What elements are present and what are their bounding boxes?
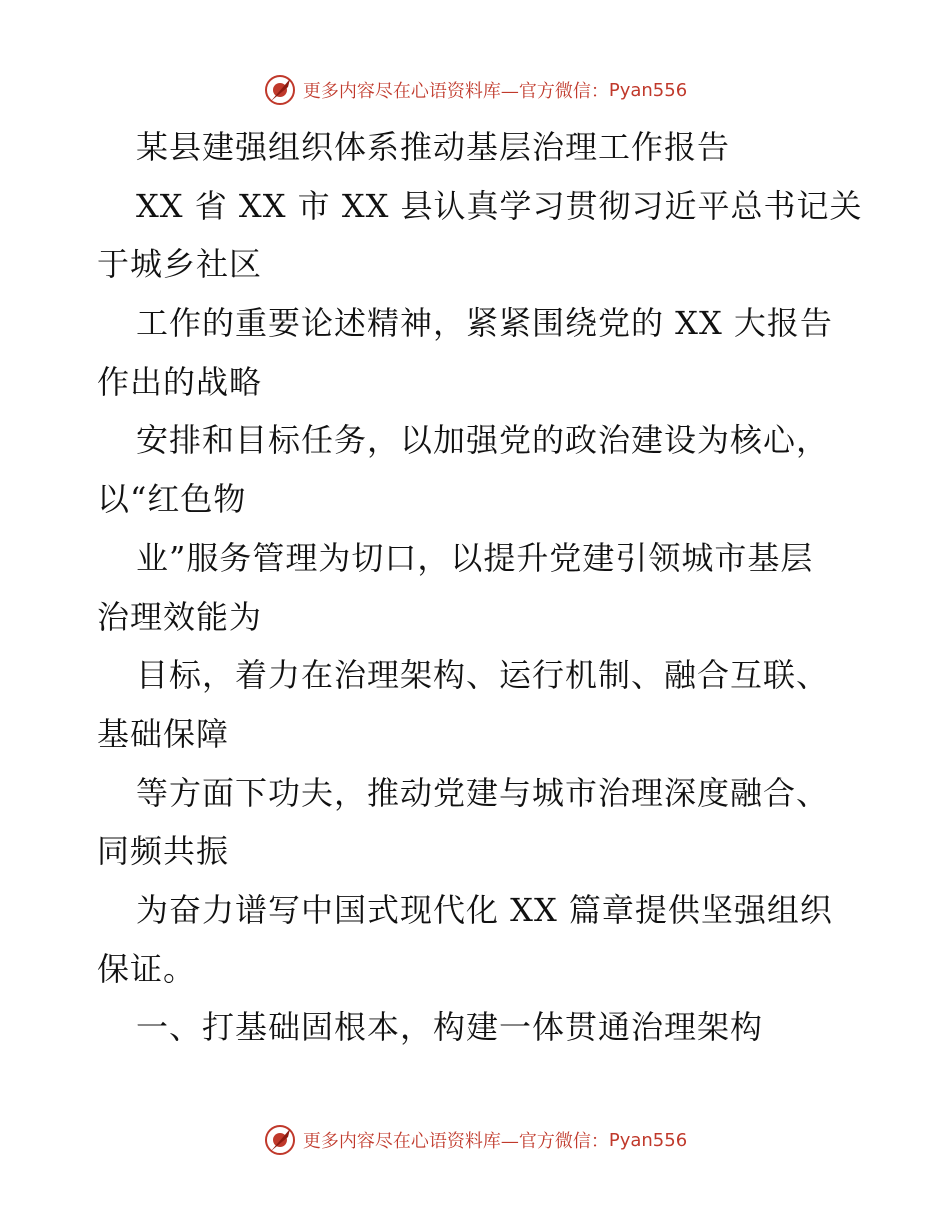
paragraph-line: 保证。 xyxy=(97,949,197,988)
paragraph-line: 为奋力谱写中国式现代化 XX 篇章提供坚强组织 xyxy=(136,890,833,929)
paragraph-line: 以“红色物 xyxy=(97,480,247,519)
document-body xyxy=(97,118,863,1057)
paragraph-line: 业”服务管理为切口，以提升党建引领城市基层 xyxy=(136,538,814,577)
watermark-wechat-id: Pyan556 xyxy=(608,1129,688,1151)
watermark-text: 更多内容尽在心语资料库—官方微信： xyxy=(302,1131,609,1152)
paragraph-line: XX 省 XX 市 XX 县认真学习贯彻习近平总书记关 xyxy=(136,186,863,225)
section-heading: 一、打基础固根本，构建一体贯通治理架构 xyxy=(136,1008,764,1047)
paragraph-line: 作出的战略 xyxy=(97,362,263,401)
watermark-footer xyxy=(0,1123,950,1157)
document-title: 某县建强组织体系推动基层治理工作报告 xyxy=(136,128,731,166)
paragraph-line: 安排和目标任务，以加强党的政治建设为核心， xyxy=(136,421,830,460)
paragraph-line: 目标，着力在治理架构、运行机制、融合互联、 xyxy=(136,656,830,695)
quill-logo-icon xyxy=(263,1123,297,1157)
paragraph-line: 治理效能为 xyxy=(97,597,263,636)
quill-logo-icon xyxy=(263,73,297,107)
paragraph-line: 同频共振 xyxy=(97,832,230,871)
watermark-wechat-id: Pyan556 xyxy=(608,79,688,101)
paragraph-line: 等方面下功夫，推动党建与城市治理深度融合、 xyxy=(136,773,830,812)
paragraph-line: 于城乡社区 xyxy=(97,245,263,284)
paragraph-line: 基础保障 xyxy=(97,714,230,753)
paragraph-line: 工作的重要论述精神，紧紧围绕党的 XX 大报告 xyxy=(136,304,833,343)
watermark-text: 更多内容尽在心语资料库—官方微信： xyxy=(302,81,609,102)
watermark-header xyxy=(0,73,950,107)
